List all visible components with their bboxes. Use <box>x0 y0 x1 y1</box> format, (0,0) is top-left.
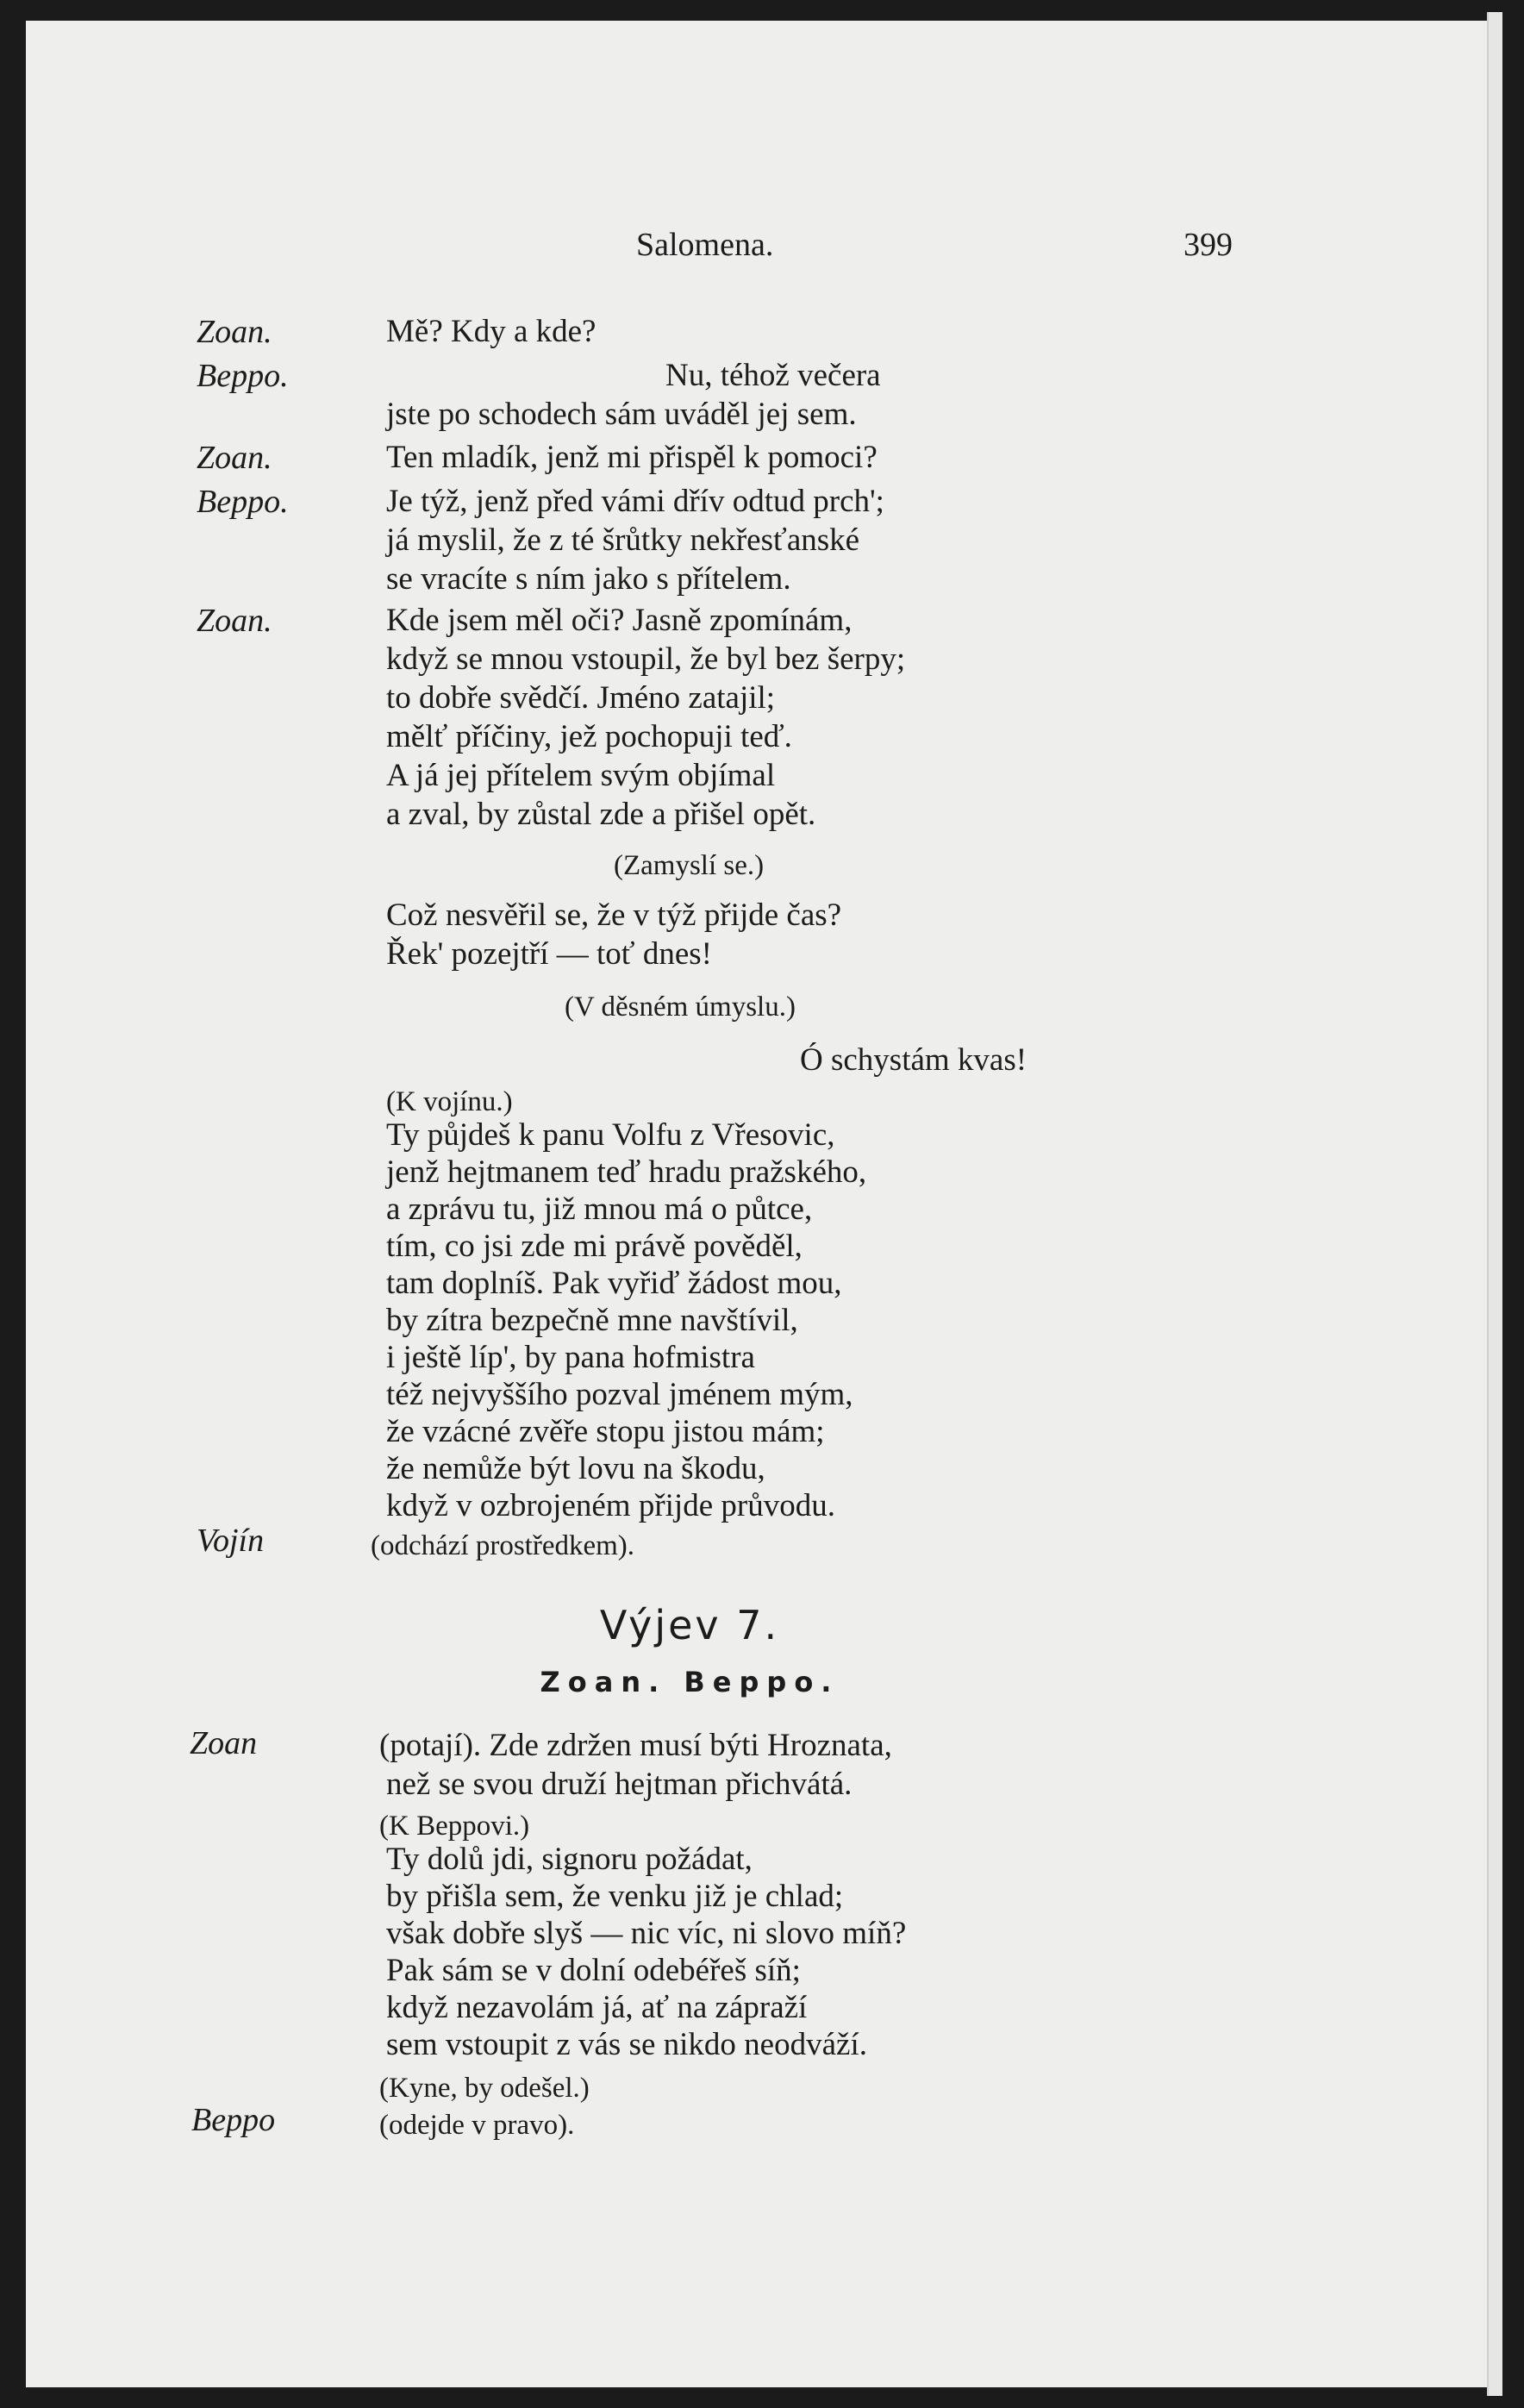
stage-direction: (V děsném úmyslu.) <box>565 991 796 1023</box>
verse-line: též nejvyššího pozval jménem mým, <box>386 1377 853 1412</box>
page-edge <box>1487 12 1502 2396</box>
verse-line: (potají). Zde zdržen musí býti Hroznata, <box>379 1728 892 1763</box>
stage-direction: (K Beppovi.) <box>379 1811 530 1842</box>
running-title: Salomena. <box>636 227 774 263</box>
speaker-label: Zoan. <box>197 603 272 639</box>
speaker-label: Beppo <box>191 2102 276 2138</box>
verse-line: když v ozbrojeném přijde průvodu. <box>386 1488 835 1523</box>
verse-line: by přišla sem, že venku již je chlad; <box>386 1879 844 1914</box>
speaker-label: Vojín <box>197 1523 265 1559</box>
verse-line: než se svou druží hejtman přichvátá. <box>386 1767 853 1802</box>
verse-line: já myslil, že z té šrůtky nekřesťanské <box>386 522 860 558</box>
verse-line: Řek' pozejtří — toť dnes! <box>386 936 713 972</box>
verse-line: tím, co jsi zde mi právě pověděl, <box>386 1229 803 1264</box>
verse-line: by zítra bezpečně mne navštívil, <box>386 1303 798 1338</box>
verse-line: když se mnou vstoupil, že byl bez šerpy; <box>386 641 906 677</box>
verse-line: sem vstoupit z vás se nikdo neodváží. <box>386 2027 867 2062</box>
speaker-label: Beppo. <box>197 484 289 520</box>
verse-line: i ještě líp', by pana hofmistra <box>386 1340 755 1375</box>
verse-line: se vracíte s ním jako s přítelem. <box>386 561 791 597</box>
verse-line: že vzácné zvěře stopu jistou mám; <box>386 1414 825 1449</box>
verse-line: Pak sám se v dolní odebéřeš síň; <box>386 1953 801 1988</box>
verse-line: a zval, by zůstal zde a přišel opět. <box>386 797 816 832</box>
verse-line: a zprávu tu, již mnou má o půtce, <box>386 1191 813 1227</box>
verse-line: však dobře slyš — nic víc, ni slovo míň? <box>386 1916 907 1951</box>
speaker-label: Zoan. <box>197 314 272 350</box>
speaker-label: Zoan <box>190 1725 258 1761</box>
verse-line: jste po schodech sám uváděl jej sem. <box>386 397 857 432</box>
page-number: 399 <box>1184 227 1233 263</box>
verse-line: Mě? Kdy a kde? <box>386 314 596 349</box>
stage-direction: (K vojínu.) <box>386 1086 513 1117</box>
verse-line: že nemůže být lovu na škodu, <box>386 1451 765 1486</box>
speaker-label: Beppo. <box>197 358 289 394</box>
verse-line: Ty dolů jdi, signoru požádat, <box>386 1842 753 1877</box>
verse-line: Ó schystám kvas! <box>800 1042 1027 1078</box>
verse-line: Ty půjdeš k panu Volfu z Vřesovic, <box>386 1117 835 1153</box>
speaker-label: Zoan. <box>197 440 272 476</box>
verse-line: Je týž, jenž před vámi dřív odtud prch'; <box>386 484 884 519</box>
stage-direction: (odchází prostředkem). <box>371 1530 635 1561</box>
scene-characters: Zoan. Beppo. <box>540 1666 840 1698</box>
verse-line: Ten mladík, jenž mi přispěl k pomoci? <box>386 440 878 475</box>
verse-line: mělť příčiny, jež pochopuji teď. <box>386 719 792 754</box>
verse-line: tam doplníš. Pak vyřiď žádost mou, <box>386 1266 842 1301</box>
verse-line: to dobře svědčí. Jméno zatajil; <box>386 680 776 716</box>
verse-line: A já jej přítelem svým objímal <box>386 758 776 793</box>
verse-line: Nu, téhož večera <box>665 358 881 393</box>
verse-line: když nezavolám já, ať na zápraží <box>386 1990 808 2025</box>
scene-title: Výjev 7. <box>599 1602 780 1648</box>
verse-line: Kde jsem měl oči? Jasně zpomínám, <box>386 603 853 638</box>
verse-line: Což nesvěřil se, že v týž přijde čas? <box>386 898 842 933</box>
stage-direction: (odejde v pravo). <box>379 2110 575 2141</box>
verse-line: jenž hejtmanem teď hradu pražského, <box>386 1154 867 1190</box>
stage-direction: (Zamyslí se.) <box>614 850 765 881</box>
stage-direction: (Kyne, by odešel.) <box>379 2073 590 2104</box>
